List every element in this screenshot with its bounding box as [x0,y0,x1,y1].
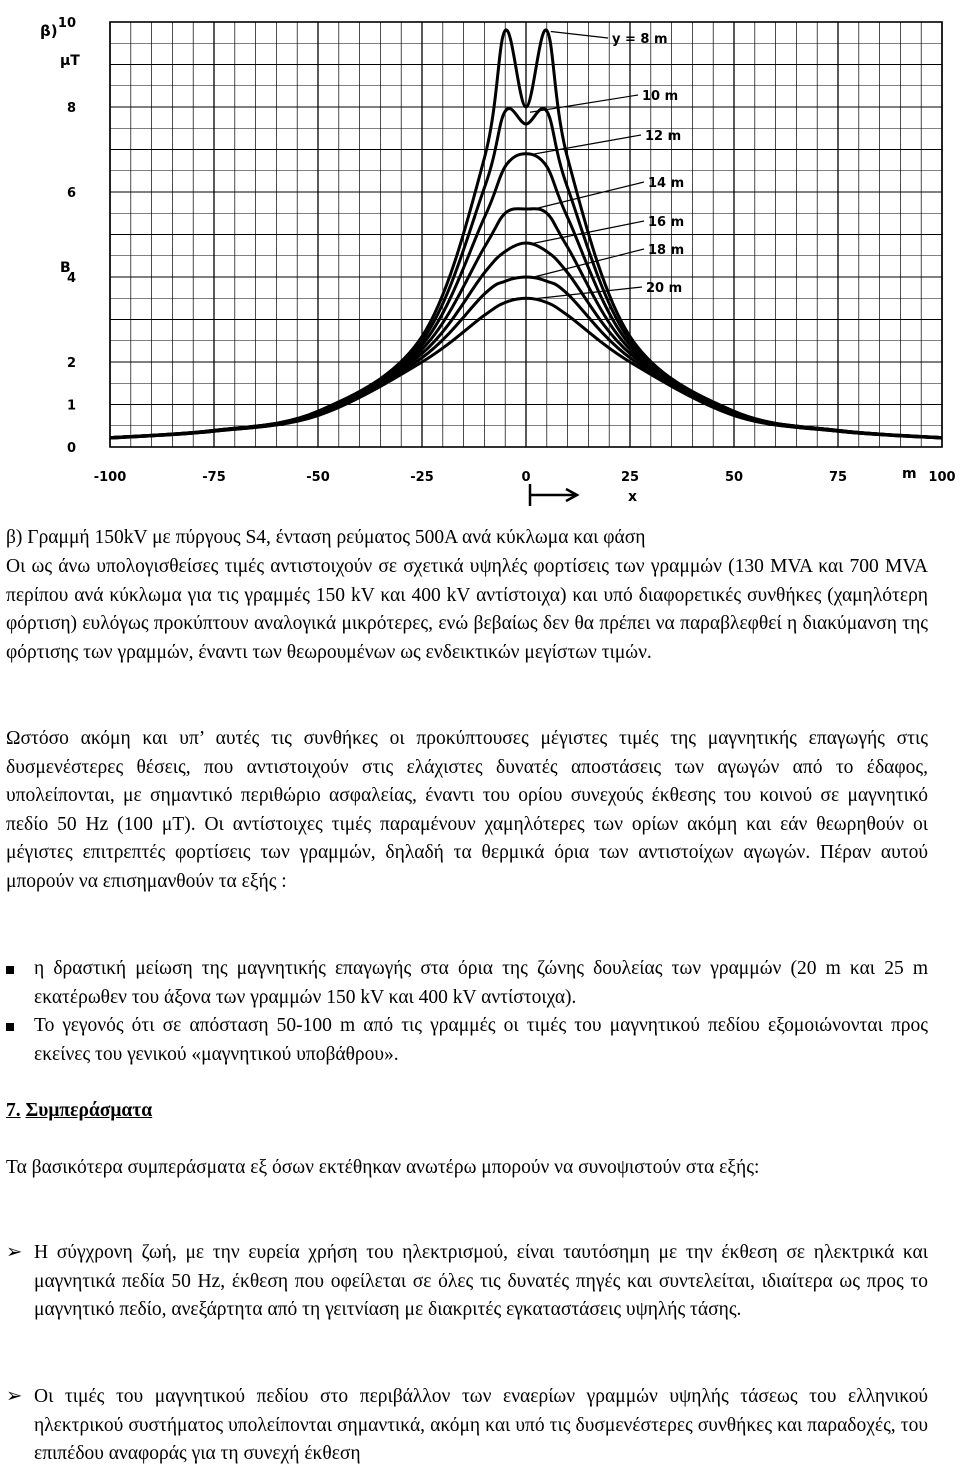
x-unit-label: m [902,466,917,482]
figure-caption: β) Γραμμή 150kV με πύργους S4, ένταση ρεύματος 500Α ανά κύκλωμα και φάση [6,527,646,548]
magnetic-field-chart [0,0,960,515]
x-tick-label: -75 [202,470,226,485]
y-tick-label: 8 [66,101,76,116]
bullet-text: η δραστική μείωση της μαγνητικής επαγωγής στα όρια της ζώνης δουλείας των γραμμών (20 m και 25 m εκατέρωθεν του άξονα των γραμμών 150 kV και 400 kV αντίστοιχα). [34,958,928,1008]
series-leader-line [551,32,608,39]
arrow-bullet-icon: ➢ [6,1386,23,1407]
y-tick-label: 1 [66,398,76,414]
arrow-item-text: Οι τιμές του μαγνητικού πεδίου στο περιβάλλον των εναερίων γραμμών υψηλής τάσεως του ελληνικού ηλεκτρικού συστήματος υπολείπονται σημαντικά, ακόμη και υπό τις δυσμενέστερες συνθήκες και παραδοχές, του επιπέδου αναφοράς για τη συνεχή έκθεση [34,1386,928,1464]
series-label: 18 m [648,243,685,258]
paragraph-loads: Οι ως άνω υπολογισθείσες τιμές αντιστοιχούν σε σχετικά υψηλές φορτίσεις των γραμμών (130 MVA και 700 MVA περίπου ανά κύκλωμα για τις γραμμές 150 kV και 400 kV αντίστοιχα) και υπό διαφορετικές συνθήκες (χαμηλότερη φόρτιση) ευλόγως προκύπτουν αναλογικά μικρότερες, ενώ βεβαίως δεν θα πρέπει να παραβλεφθεί η διακύμανση της φόρτισης των γραμμών, έναντι των θεωρουμένων ως ενδεικτικών μεγίστων τιμών. [6,556,928,663]
y-tick-label: 10 [57,16,76,31]
series-label: 12 m [645,129,682,144]
section-heading [6,1097,928,1126]
y-tick-label: 2 [66,356,76,371]
y-tick-label: 0 [66,441,76,456]
x-axis-label: x [628,489,638,505]
square-bullet-icon [6,955,14,984]
x-direction-arrow [530,484,577,506]
series-label: 14 m [648,176,685,191]
x-tick-label: 50 [724,470,744,485]
arrow-item-text: Η σύγχρονη ζωή, με την ευρεία χρήση του ηλεκτρισμού, είναι ταυτόσημη με την έκθεση σε ηλεκτρικά και μαγνητικά πεδία 50 Hz, έκθεση που οφείλεται σε όλες τις δυνατές πηγές και συντελείται, ιδιαίτερα ως προς το μαγνητικό πεδίο, ανεξάρτητα από τη γειτνίαση με διακριτές εγκαταστάσεις υψηλής τάσης. [34,1242,928,1320]
y-unit-label: μT [60,53,80,69]
bullet-text: Το γεγονός ότι σε απόσταση 50-100 m από τις γραμμές οι τιμές του μαγνητικού πεδίου εξομοιώνονται προς εκείνες του γενικού «μαγνητικού υποβάθρου». [34,1015,928,1065]
y-axis-label: B [60,260,71,276]
y-tick-label: 4 [66,271,76,286]
x-tick-label: 75 [828,470,848,485]
paragraph-conclusions-intro: Τα βασικότερα συμπεράσματα εξ όσων εκτέθηκαν ανωτέρω μπορούν να συνοψιστούν στα εξής: [6,1157,760,1178]
x-tick-label: 25 [620,470,640,485]
x-tick-label: -100 [93,470,127,485]
square-bullet-icon [6,1012,14,1041]
series-label: 20 m [646,281,683,296]
panel-label: β) [40,22,58,40]
series-label: 16 m [648,215,685,230]
series-label: 10 m [642,89,679,104]
x-tick-label: -25 [410,470,434,485]
arrow-bullet-icon: ➢ [6,1242,23,1263]
paragraph-limits: Ωστόσο ακόμη και υπ’ αυτές τις συνθήκες οι προκύπτουσες μέγιστες τιμές της μαγνητικής επαγωγής στις δυσμενέστερες θέσεις, που αντιστοιχούν στις ελάχιστες δυνατές αποστάσεις των αγωγών από το έδαφος, υπολείπονται, με σημαντικό περιθώριο ασφαλείας, έναντι του ορίου συνεχούς έκθεσης του κοινού σε μαγνητικό πεδίο 50 Hz (100 μT). Οι αντίστοιχες τιμές παραμένουν χαμηλότερες των ορίων ακόμη και εάν θεωρηθούν οι μέγιστες επιτρεπτές φορτίσεις των γραμμών, δηλαδή τα θερμικά όρια των αντιστοίχων αγωγών. Πέραν αυτού μπορούν να επισημανθούν τα εξής : [6,728,928,892]
section-number: 7. [6,1100,21,1121]
series-label: y = 8 m [612,32,668,47]
chart-grid [110,22,942,447]
y-tick-label: 6 [66,186,76,201]
x-tick-label: -50 [306,470,330,485]
x-tick-label: 100 [928,470,956,485]
series-leader-line [530,95,638,112]
section-title: Συμπεράσματα [25,1100,153,1121]
x-tick-label: 0 [521,470,531,485]
